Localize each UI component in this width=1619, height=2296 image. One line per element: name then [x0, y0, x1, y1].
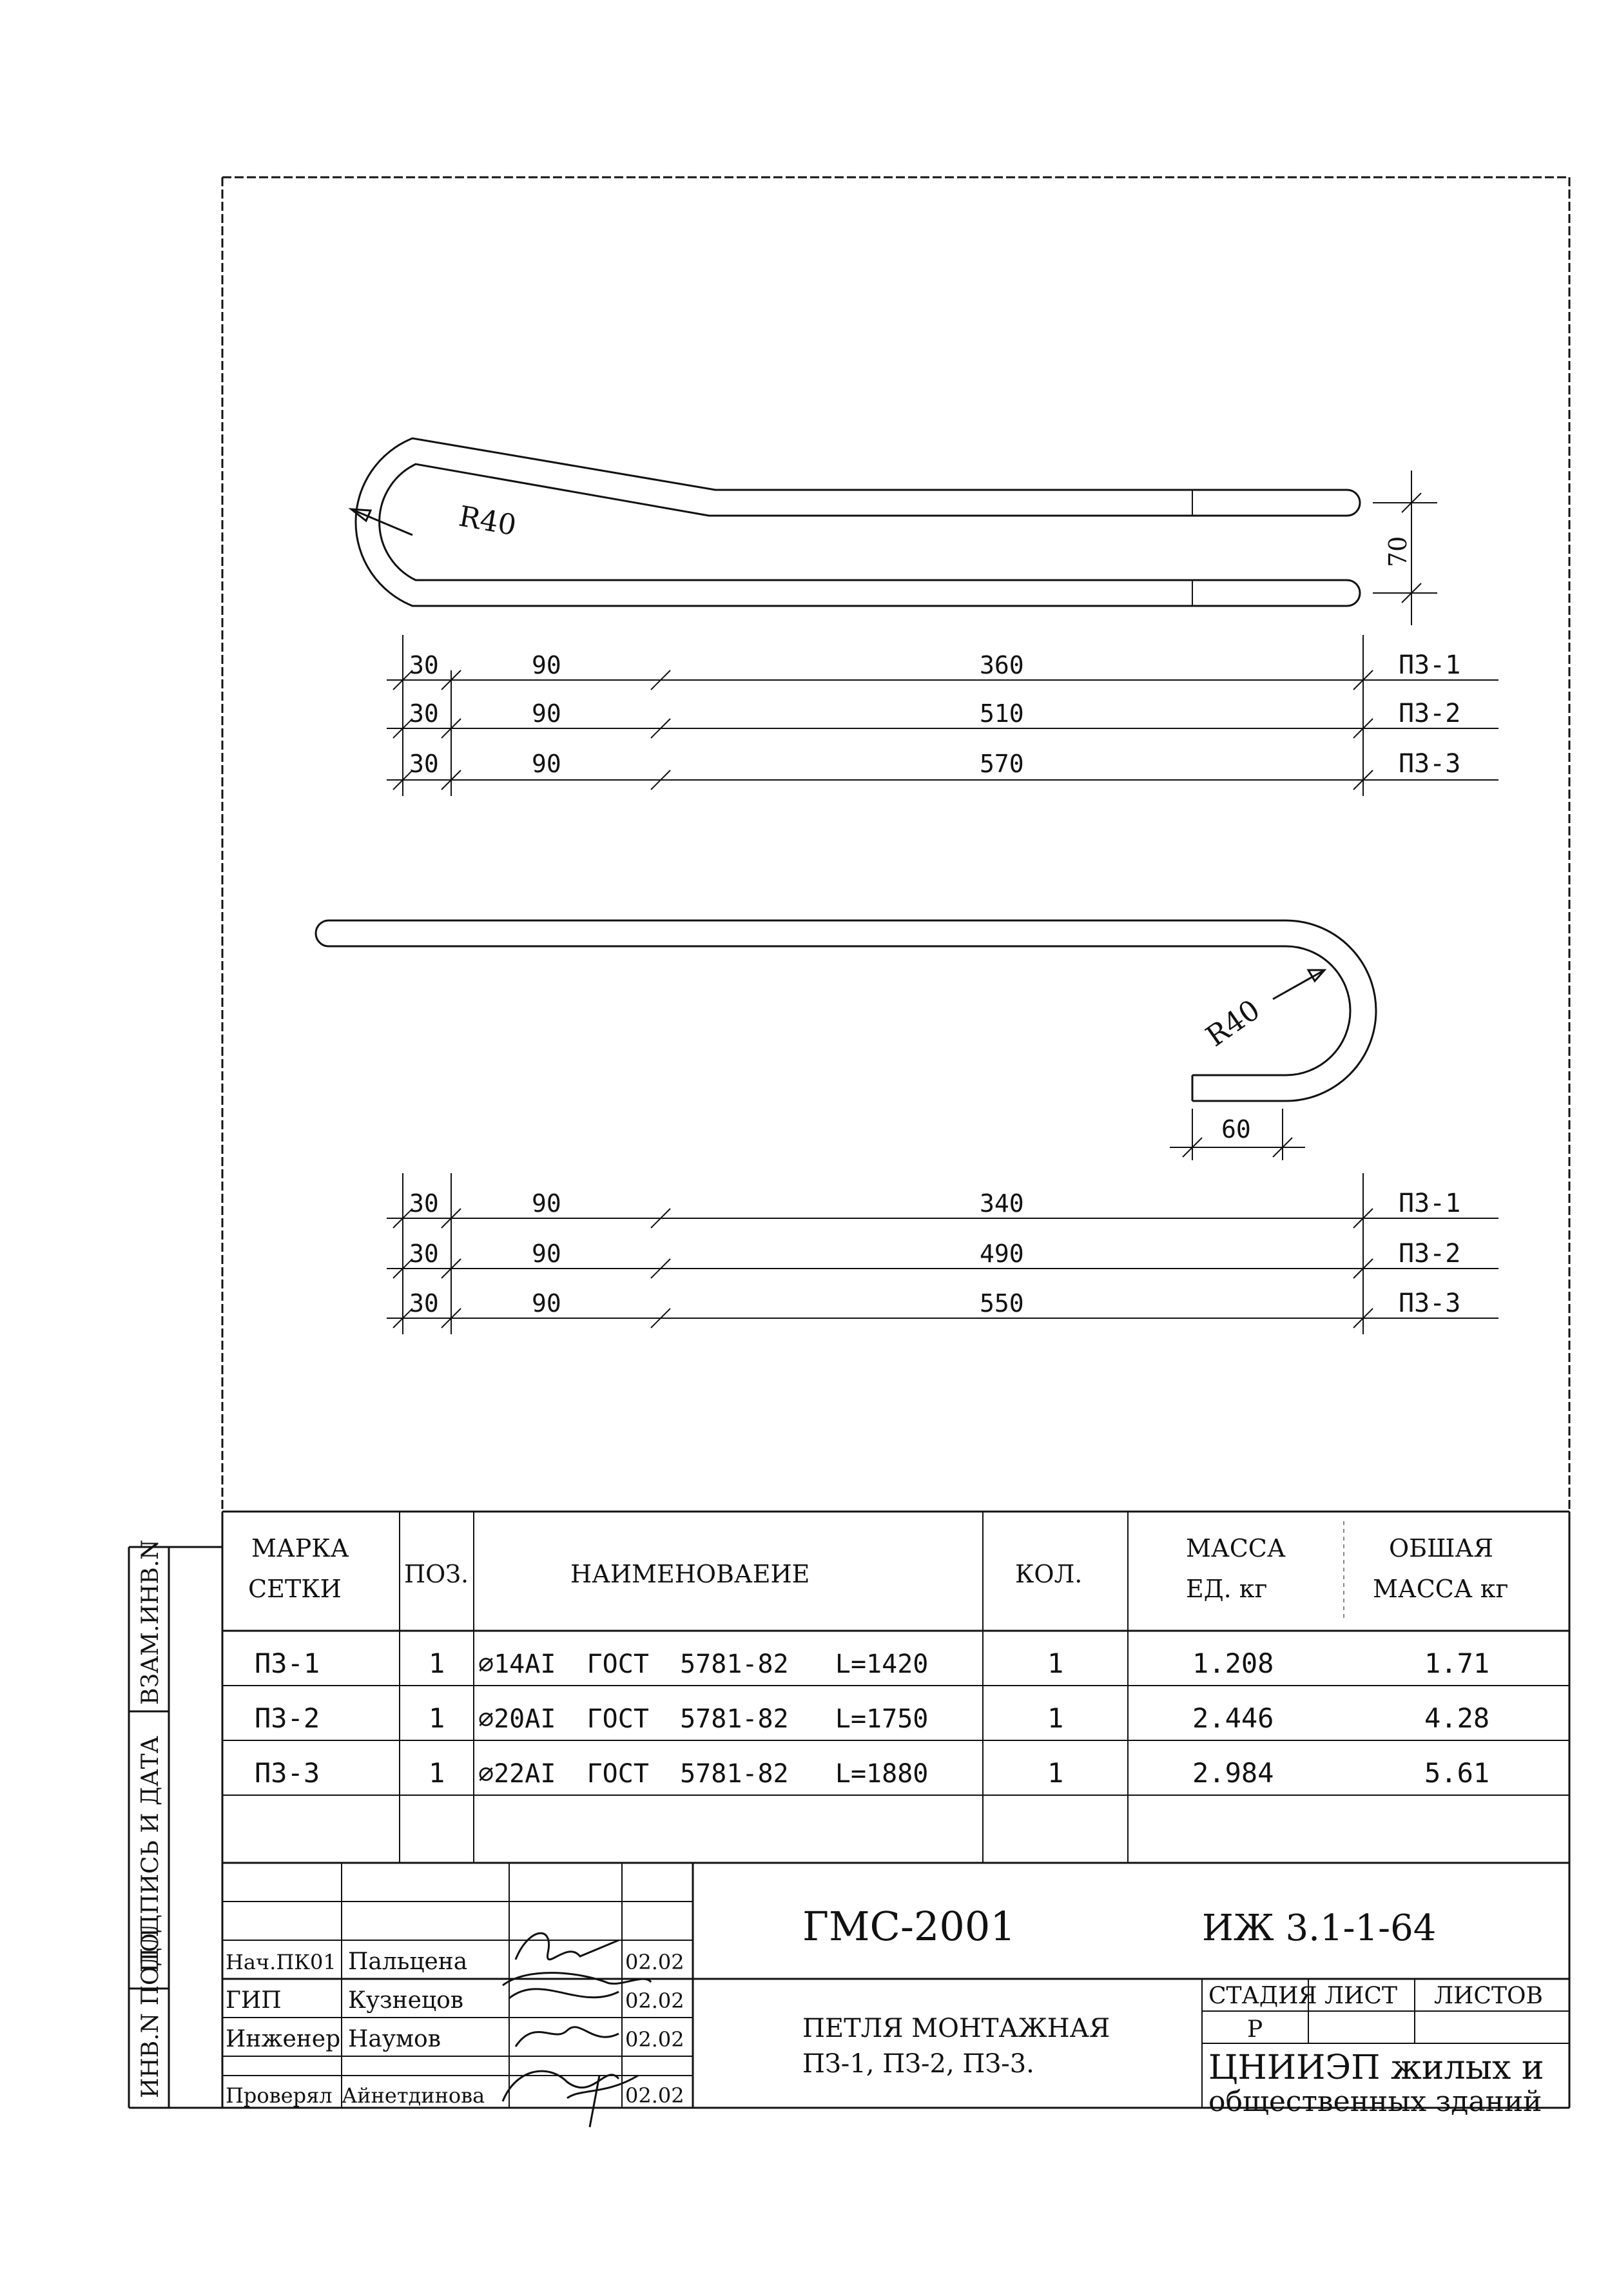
row-name: ⌀20AI ГОСТ 5781-82 L=1750 [478, 1704, 929, 1734]
top-dim-row-3 [387, 749, 1498, 790]
header-total-line2: МАССА кг [1373, 1575, 1509, 1603]
header-total-line1: ОБШАЯ [1389, 1534, 1493, 1562]
top-radius-label: R40 [456, 500, 519, 543]
top-height-dim: 70 [1384, 536, 1412, 567]
row-mark: ПЗ-1 [255, 1648, 320, 1679]
row-pos: 1 [429, 1648, 445, 1679]
header-name: НАИМЕНОВАЕИЕ [570, 1560, 810, 1588]
table-row [255, 1757, 1489, 1789]
side-stamp-inv-podl: ИНВ.N ПОДЛ [137, 1928, 164, 2098]
row-name: ⌀22AI ГОСТ 5781-82 L=1880 [478, 1759, 929, 1789]
signature-date: 02.02 [625, 2083, 684, 2108]
bottom-dim-90: 90 [532, 1189, 561, 1218]
top-dim-row-2 [387, 699, 1498, 738]
organization-line1: ЦНИИЭП жилых и [1208, 2048, 1544, 2087]
row-pos: 1 [429, 1702, 445, 1734]
row-qty: 1 [1047, 1648, 1064, 1679]
header-pos: ПОЗ. [404, 1560, 469, 1588]
bottom-dim-30: 30 [409, 1189, 439, 1218]
stage-value: Р [1247, 2016, 1263, 2043]
spec-table-header [248, 1534, 1508, 1603]
bottom-dim-row-2 [387, 1239, 1498, 1278]
signature-name: Кузнецов [348, 1987, 464, 2014]
bottom-dim-30: 30 [409, 1289, 439, 1318]
signature-row [226, 2083, 684, 2108]
bottom-hook-dim: 60 [1221, 1115, 1251, 1143]
row-total: 5.61 [1424, 1757, 1490, 1789]
row-mass: 2.446 [1192, 1702, 1274, 1734]
bottom-dim-30: 30 [409, 1240, 439, 1268]
top-dim-row-1 [387, 650, 1498, 690]
signature-role: Проверял [226, 2083, 333, 2108]
top-dim-length: 360 [980, 651, 1024, 679]
header-mark-line2: СЕТКИ [248, 1575, 342, 1603]
signature-name: Айнетдинова [342, 2083, 485, 2108]
top-dim-mark: ПЗ-3 [1399, 749, 1461, 779]
row-mass: 1.208 [1192, 1648, 1274, 1679]
bottom-dim-row-3 [387, 1289, 1498, 1328]
row-mark: ПЗ-2 [255, 1702, 320, 1734]
top-dim-30: 30 [409, 699, 439, 728]
spec-table [222, 1512, 1569, 1863]
bottom-radius-label: R40 [1200, 993, 1266, 1054]
row-qty: 1 [1047, 1757, 1064, 1789]
bottom-dim-mark: ПЗ-1 [1399, 1189, 1461, 1218]
top-dim-30: 30 [409, 651, 439, 679]
bottom-dim-90: 90 [532, 1289, 561, 1318]
sheet-label: ЛИСТ [1324, 1983, 1397, 2009]
signature-role: ГИП [226, 1987, 282, 2014]
signature-row [226, 1987, 684, 2014]
header-mass-line2: ЕД. кг [1186, 1575, 1268, 1603]
top-dim-30: 30 [409, 750, 439, 778]
bottom-dim-90: 90 [532, 1240, 561, 1268]
signature-date: 02.02 [625, 1989, 684, 2013]
bottom-dim-length: 550 [980, 1289, 1024, 1318]
signature-role: Инженер [226, 2026, 341, 2052]
document-code: ИЖ 3.1-1-64 [1202, 1907, 1437, 1949]
row-total: 1.71 [1424, 1648, 1490, 1679]
organization-line2: общественных зданий [1208, 2085, 1542, 2118]
row-pos: 1 [429, 1757, 445, 1789]
row-name: ⌀14AI ГОСТ 5781-82 L=1420 [478, 1649, 929, 1679]
drawing-title-line1: ПЕТЛЯ МОНТАЖНАЯ [802, 2014, 1110, 2043]
signature-name: Пальцена [348, 1949, 468, 1975]
bottom-dim-length: 490 [980, 1240, 1024, 1268]
signature-row [226, 1949, 684, 1975]
bottom-dim-mark: ПЗ-3 [1399, 1289, 1461, 1318]
header-mass-line1: МАССА [1186, 1534, 1286, 1562]
row-mark: ПЗ-3 [255, 1757, 320, 1789]
side-stamp-signature-date: ПОДПИСЬ И ДАТА [137, 1736, 164, 1972]
top-dim-length: 510 [980, 699, 1024, 728]
signature-date: 02.02 [625, 2027, 684, 2052]
bottom-dim-length: 340 [980, 1189, 1024, 1218]
signature-row [226, 2026, 684, 2052]
top-dim-90: 90 [532, 699, 561, 728]
sheet-frame [129, 177, 1569, 2108]
row-qty: 1 [1047, 1702, 1064, 1734]
sheets-label: ЛИСТОВ [1434, 1983, 1543, 2009]
top-dim-90: 90 [532, 750, 561, 778]
table-row [255, 1702, 1489, 1734]
bottom-hook-drawing [316, 920, 1376, 1160]
side-stamp [129, 1539, 222, 2108]
bottom-dimension-rows [387, 1173, 1498, 1334]
top-dim-mark: ПЗ-2 [1399, 699, 1461, 728]
bottom-dim-mark: ПЗ-2 [1399, 1239, 1461, 1269]
signature-role: Нач.ПК01 [226, 1950, 336, 1974]
header-mark-line1: МАРКА [251, 1534, 349, 1562]
top-dim-90: 90 [532, 651, 561, 679]
title-block [222, 1863, 1569, 2127]
signature-date: 02.02 [625, 1950, 684, 1974]
project-code: ГМС-2001 [802, 1903, 1016, 1950]
row-total: 4.28 [1424, 1702, 1490, 1734]
top-dim-length: 570 [980, 750, 1024, 778]
header-qty: КОЛ. [1015, 1560, 1083, 1588]
top-dim-mark: ПЗ-1 [1399, 650, 1461, 680]
drawing-title-line2: ПЗ-1, ПЗ-2, ПЗ-3. [802, 2049, 1034, 2079]
bottom-dim-row-1 [387, 1189, 1498, 1228]
top-loop-drawing [351, 438, 1437, 625]
signature-name: Наумов [348, 2026, 441, 2052]
stage-label: СТАДИЯ [1208, 1983, 1317, 2009]
top-dimension-rows [387, 635, 1498, 796]
row-mass: 2.984 [1192, 1757, 1274, 1789]
side-stamp-replace-inv: ВЗАМ.ИНВ.N [137, 1539, 164, 1705]
table-row [255, 1648, 1489, 1679]
